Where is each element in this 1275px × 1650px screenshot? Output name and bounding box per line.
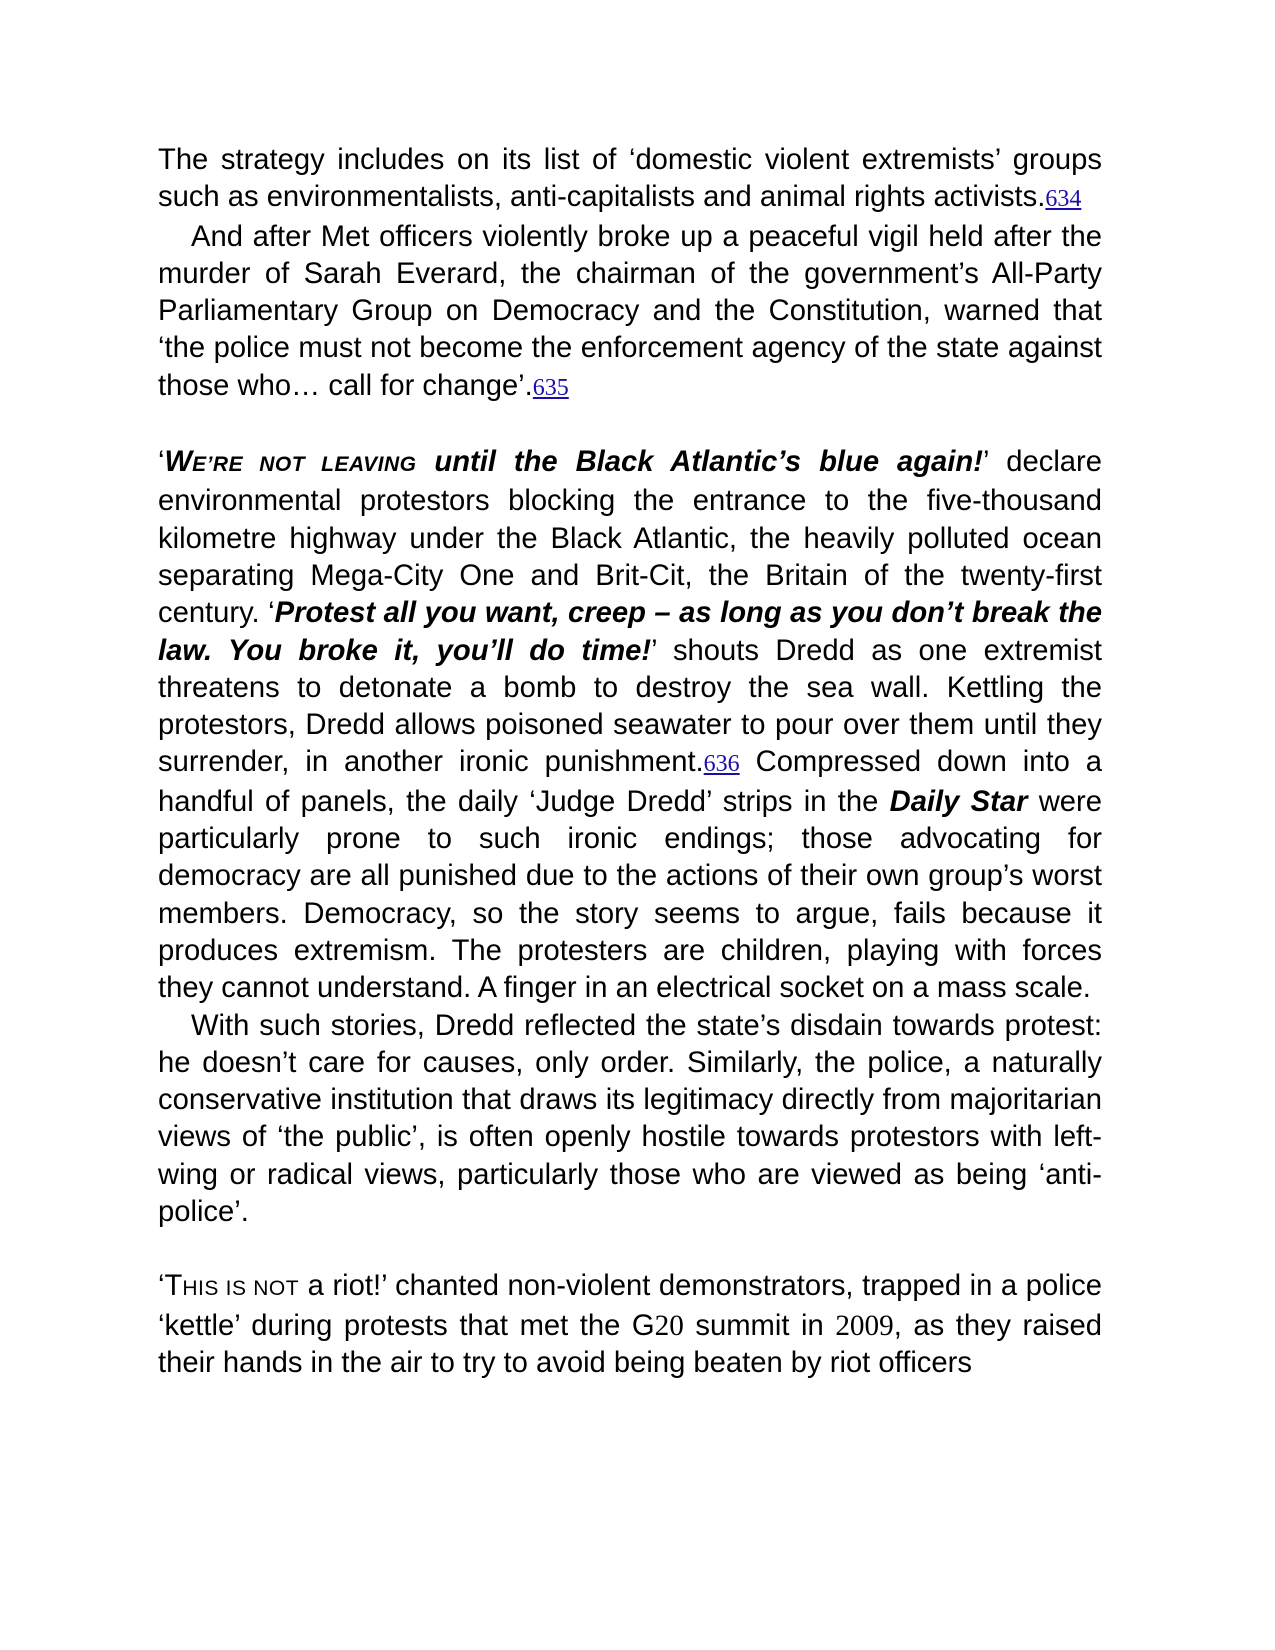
quote-smallcaps: HIS IS NOT	[182, 1277, 300, 1301]
paragraph-text: With such stories, Dredd reflected the state’s disdain towards protest: he doesn’t care for causes, only order. Similarly, the police, a naturally conservative institution that draws its legitimacy directly from majoritarian views of ‘the public’, is often openly hostile towards protestors with left-wing or radical views, particularly those who are viewed as being ‘anti-police’.	[158, 1009, 1102, 1229]
paragraph-met-officers	[158, 219, 1102, 407]
quote-open: ‘T	[158, 1270, 183, 1303]
paragraph-text: were particularly prone to such ironic endings; those advocating for democracy are all punished due to the actions of their own group’s worst members. Democracy, so the story seems to argue, fails because it produces extremism. The protesters are children, playing with forces they cannot understand. A finger in an electrical socket on a mass scale.	[158, 785, 1102, 1005]
footnote-link-636[interactable]: 636	[703, 751, 740, 778]
footnote-link-634[interactable]: 634	[1045, 186, 1082, 213]
quote-were-not-leaving	[165, 446, 983, 478]
daily-star-title: Daily Star	[889, 785, 1028, 818]
paragraph-dredd-reflected	[158, 1008, 1102, 1232]
paragraph-black-atlantic	[158, 444, 1102, 1007]
quote-protest-a: Protest all you want, creep – as long as you don	[274, 597, 945, 630]
paragraph-text: , as they raised their hands in the air to try to avoid being beaten by riot officers	[158, 1309, 1102, 1379]
paragraph-text: a riot!’ chanted non-violent demonstrators, trapped in a police ‘kettle’ during protests that met the G	[158, 1270, 1102, 1342]
quote-open: ‘	[158, 446, 165, 479]
paragraph-not-a-riot	[158, 1268, 1102, 1382]
paragraph-strategy	[158, 142, 1102, 219]
paragraph-text: declare environmental protestors blocking the entrance to the five-thousand kilometre highway under the Black Atlantic, the heavily polluted ocean separating Mega-City One and Brit-Cit, the Britain of the twenty-first century. ‘	[158, 446, 1102, 630]
number-2009: 2009	[835, 1309, 894, 1342]
paragraph-text: summit in	[683, 1309, 836, 1342]
quote-close: ’	[651, 634, 657, 667]
quote-rest: until the Black Atlantic	[416, 446, 778, 479]
quote-protest-c: ’ll do time!	[488, 634, 652, 667]
quote-protest-b: ’t break the law. You broke it, you	[158, 597, 1102, 667]
quote-cap-w: W	[164, 446, 193, 479]
quote-close: ’	[982, 446, 989, 479]
number-20: 20	[654, 1309, 684, 1342]
footnote-link-635[interactable]: 635	[532, 374, 569, 401]
paragraph-text: Compressed down into a handful of panels, the daily ‘Judge Dredd’ strips in the	[158, 746, 1102, 818]
quote-smallcaps: ’RE NOT LEAVING	[206, 453, 417, 477]
quote-smallcaps-apos: E	[192, 453, 207, 477]
page-body	[158, 142, 1102, 1382]
quote-end: blue again!	[801, 446, 983, 479]
quote-possessive: ’s	[777, 446, 802, 479]
paragraph-text: And after Met officers violently broke up a peaceful vigil held after the murder of Sarah Everard, the chairman of the government’s All-Party Parliamentary Group on Democracy and the Constitution, warned that ‘the police must not become the enforcement agency of the state against those who… call for change’.	[158, 220, 1102, 402]
paragraph-text: shouts Dredd as one extremist threatens to detonate a bomb to destroy the sea wall. Kettling the protestors, Dredd allows poisoned seawater to pour over them until they surrender, in another ironic punishment.	[158, 634, 1103, 779]
paragraph-text: The strategy includes on its list of ‘domestic violent extremists’ groups such as environmentalists, anti-capitalists and animal rights activists.	[158, 144, 1102, 214]
